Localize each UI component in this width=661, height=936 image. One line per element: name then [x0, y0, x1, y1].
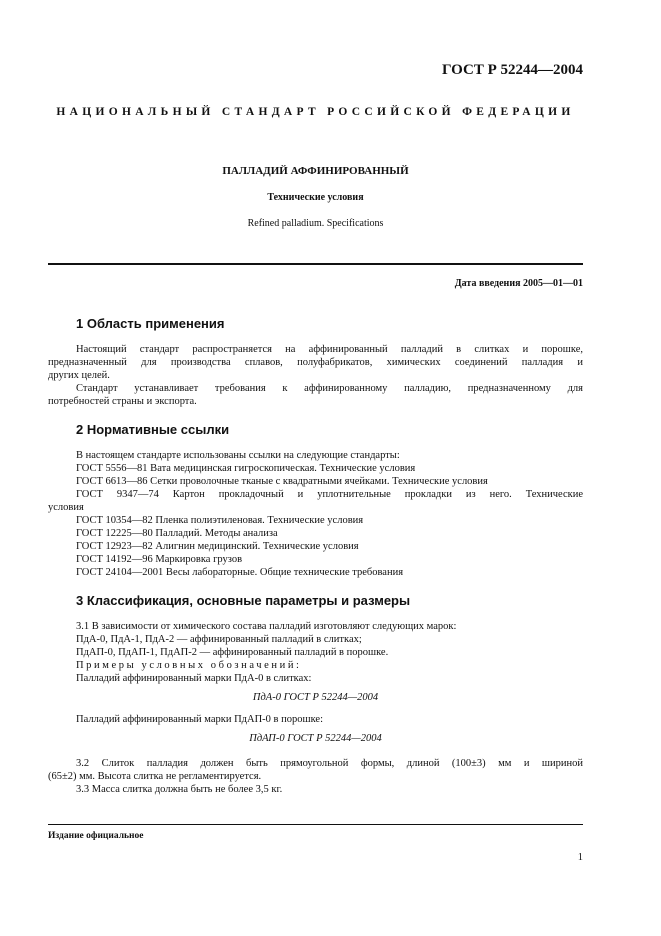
clause-3-3: 3.3 Масса слитка должна быть не более 3,5 кг.: [76, 784, 283, 795]
example-1-text: Палладий аффинированный марки ПдА-0 в слитках:: [76, 673, 312, 684]
section-2-heading: 2 Нормативные ссылки: [76, 422, 230, 437]
reference-item: ГОСТ 12923—82 Алигнин медицинский. Технические условия: [76, 541, 359, 552]
english-title: Refined palladium. Specifications: [247, 218, 384, 229]
reference-item: ГОСТ 10354—82 Пленка полиэтиленовая. Технические условия: [76, 515, 364, 526]
intro-date: Дата введения 2005—01—01: [454, 278, 583, 289]
section-3-heading: 3 Классификация, основные параметры и размеры: [76, 593, 411, 608]
reference-item: ГОСТ 9347—74 Картон прокладочный и уплотнительные прокладки из него. Технические: [76, 489, 583, 500]
document-subtitle: Технические условия: [267, 192, 364, 203]
reference-item-continuation: условия: [48, 502, 84, 513]
document-title: ПАЛЛАДИЙ АФФИНИРОВАННЫЙ: [222, 165, 409, 177]
reference-item: ГОСТ 12225—80 Палладий. Методы анализа: [76, 528, 278, 539]
title-divider: [48, 263, 583, 265]
footer-divider: [48, 824, 583, 825]
gost-number: ГОСТ Р 52244—2004: [441, 62, 583, 78]
clause-3-2-line2: (65±2) мм. Высота слитка не регламентируется.: [48, 771, 262, 782]
section-1-p1-line3: других целей.: [48, 370, 110, 381]
section-2-intro: В настоящем стандарте использованы ссылки на следующие стандарты:: [76, 450, 400, 461]
grades-powder: ПдАП-0, ПдАП-1, ПдАП-2 — аффинированный палладий в порошке.: [76, 647, 389, 658]
section-1-p1-line1: Настоящий стандарт распространяется на аффинированный палладий в слитках и порошке,: [76, 344, 583, 355]
section-1-heading: 1 Область применения: [76, 316, 225, 331]
example-2-designation: ПдАП-0 ГОСТ Р 52244—2004: [249, 733, 382, 744]
section-1-p2-line2: потребностей страны и экспорта.: [48, 396, 197, 407]
section-1-p1-line2: предназначенный для производства сплавов, полуфабрикатов, химических соединений палладия и: [48, 357, 583, 368]
clause-3-2-line1: 3.2 Слиток палладия должен быть прямоугольной формы, длиной (100±3) мм и шириной: [76, 758, 583, 769]
grades-ingot: ПдА-0, ПдА-1, ПдА-2 — аффинированный палладий в слитках;: [76, 634, 362, 645]
national-standard-banner: НАЦИОНАЛЬНЫЙ СТАНДАРТ РОССИЙСКОЙ ФЕДЕРАЦИИ: [56, 106, 575, 118]
clause-3-1: 3.1 В зависимости от химического состава палладий изготовляют следующих марок:: [76, 621, 457, 632]
reference-item: ГОСТ 24104—2001 Весы лабораторные. Общие технические требования: [76, 567, 404, 578]
page-number: 1: [577, 852, 583, 863]
official-edition-label: Издание официальное: [48, 831, 144, 841]
example-1-designation: ПдА-0 ГОСТ Р 52244—2004: [252, 692, 379, 703]
section-1-p2-line1: Стандарт устанавливает требования к аффинированному палладию, предназначенному для: [76, 383, 583, 394]
reference-item: ГОСТ 5556—81 Вата медицинская гигроскопическая. Технические условия: [76, 463, 416, 474]
examples-label: Примеры условных обозначений:: [76, 660, 302, 671]
example-2-text: Палладий аффинированный марки ПдАП-0 в порошке:: [76, 714, 324, 725]
reference-item: ГОСТ 14192—96 Маркировка грузов: [76, 554, 243, 565]
reference-item: ГОСТ 6613—86 Сетки проволочные тканые с квадратными ячейками. Технические условия: [76, 476, 488, 487]
